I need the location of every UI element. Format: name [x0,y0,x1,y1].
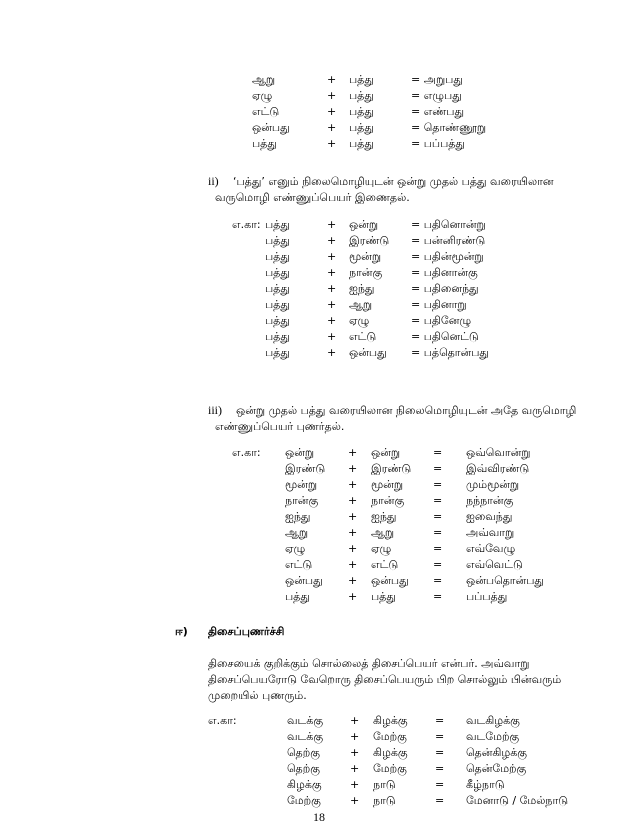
section-heading: திசைப்புணர்ச்சி [208,625,285,638]
table-cell: பத்து [265,282,290,295]
table-cell: = பதினைந்து [411,282,479,295]
table-cell: தெற்கு [287,746,320,759]
table-cell: பத்து [265,250,290,263]
table-cell: = பதினாறு [411,298,467,311]
table-cell: ஆறு [349,298,373,311]
table-cell: = பதினொன்று [411,218,486,231]
example-label: எ.கா: [232,218,261,231]
table-cell: + [350,762,360,775]
section-text-line: ஒன்று முதல் பத்து வரையிலான நிலைமொழியுடன் அதே வருமொழி [236,404,577,417]
table-cell: ஒன்று [285,446,315,459]
table-cell: + [348,542,358,555]
table-cell: கீழ்நாடு [466,778,505,791]
section-text-line: எண்ணுப்பெயர் புணர்தல். [215,420,345,433]
table-cell: ஒவ்வொன்று [466,446,531,459]
table-cell: + [327,250,337,263]
table-cell: = [433,526,443,539]
table-cell: + [327,314,337,327]
table-cell: இரண்டு [349,234,390,247]
table-cell: ஐந்து [285,510,311,523]
table-cell: பத்து [349,137,374,150]
section-marker: iii) [208,403,222,417]
table-cell: + [327,234,337,247]
table-cell: = [435,714,445,727]
table-cell: நான்கு [285,494,319,507]
table-cell: = [433,510,443,523]
table-cell: மேற்கு [373,762,407,775]
table-cell: = பப்பத்து [411,137,465,150]
table-cell: மேற்கு [373,730,407,743]
table-cell: + [348,590,358,603]
table-cell: ஐந்து [349,282,375,295]
table-cell: = [433,446,443,459]
table-cell: + [348,494,358,507]
table-cell: = [433,478,443,491]
table-cell: = [433,542,443,555]
table-cell: பத்து [252,137,277,150]
table-cell: கிழக்கு [287,778,322,791]
page-number: 18 [313,810,325,824]
table-cell: நாடு [373,794,396,807]
table-cell: + [327,218,337,231]
table-cell: தென்மேற்கு [466,762,527,775]
table-cell: + [348,526,358,539]
table-cell: + [327,137,337,150]
table-cell: பத்து [265,218,290,231]
table-cell: + [350,730,360,743]
table-cell: நான்கு [349,266,383,279]
table-cell: எட்டு [252,105,280,118]
table-cell: ஏழு [285,542,306,555]
table-cell: பத்து [265,330,290,343]
table-cell: பத்து [371,590,396,603]
table-cell: ஏழு [349,314,370,327]
table-cell: = [433,558,443,571]
table-cell: + [348,462,358,475]
table-cell: = [435,778,445,791]
table-cell: நான்கு [371,494,405,507]
table-cell: பப்பத்து [466,590,508,603]
table-cell: + [350,794,360,807]
table-cell: + [350,778,360,791]
table-cell: எவ்வெட்டு [466,558,523,571]
table-cell: + [327,298,337,311]
section-marker: ii) [208,174,219,188]
table-cell: ஆறு [371,526,395,539]
table-cell: கிழக்கு [373,714,408,727]
table-cell: பத்து [349,121,374,134]
table-cell: + [350,746,360,759]
table-cell: = பதினேழு [411,314,472,327]
table-cell: = [433,494,443,507]
table-cell: = [433,462,443,475]
table-cell: = பதின்மூன்று [411,250,484,263]
table-cell: + [327,121,337,134]
table-cell: + [327,282,337,295]
table-cell: ஒன்பது [371,574,409,587]
table-cell: பத்து [349,105,374,118]
table-cell: ஒன்று [349,218,379,231]
table-cell: ஏழு [371,542,392,555]
table-cell: பத்து [265,346,290,359]
table-cell: வடக்கு [287,730,324,743]
section-marker: ஈ) [175,625,188,638]
table-cell: ஆறு [252,73,276,86]
table-cell: = தொண்ணூறு [411,121,487,134]
table-cell: ஐவைந்து [466,510,513,523]
table-cell: மூன்று [349,250,382,263]
table-cell: + [348,574,358,587]
table-cell: + [327,330,337,343]
table-cell: இரண்டு [371,462,412,475]
table-cell: = பதினான்கு [411,266,478,279]
table-cell: = [435,794,445,807]
table-cell: எட்டு [285,558,313,571]
section-text-line: வருமொழி எண்ணுப்பெயர் இணைதல். [215,191,410,204]
table-cell: கிழக்கு [373,746,408,759]
table-cell: ஒன்பதொன்பது [466,574,544,587]
paragraph-line: திசைப்பெயரோடு வேறொரு திசைப்பெயரும் பிற சொல்லும் பின்வரும் [208,673,562,686]
table-cell: = பன்னிரண்டு [411,234,486,247]
table-cell: = பதினெட்டு [411,330,479,343]
table-cell: ஐந்து [371,510,397,523]
paragraph-line: திசையைக் குறிக்கும் சொல்லைத் திசைப்பெயர் என்பர். அவ்வாறு [208,657,530,670]
table-cell: = அறுபது [411,73,463,86]
table-cell: நாடு [373,778,396,791]
table-cell: பத்து [265,298,290,311]
table-cell: = எழுபது [411,89,462,102]
table-cell: இரண்டு [285,462,326,475]
paragraph-line: முறையில் புணரும். [208,689,307,702]
table-cell: பத்து [349,89,374,102]
table-cell: + [348,510,358,523]
table-cell: பத்து [265,234,290,247]
table-cell: ஒன்பது [285,574,323,587]
table-cell: ஒன்பது [349,346,387,359]
table-cell: எட்டு [349,330,377,343]
table-cell: = [435,746,445,759]
table-cell: பத்து [265,266,290,279]
table-cell: + [348,478,358,491]
table-cell: பத்து [285,590,310,603]
table-cell: நந்நான்கு [466,494,514,507]
table-cell: அவ்வாறு [466,526,515,539]
table-cell: + [327,266,337,279]
table-cell: மூன்று [285,478,318,491]
table-cell: + [327,105,337,118]
table-cell: வடமேற்கு [466,730,520,743]
table-cell: + [327,346,337,359]
table-cell: ஏழு [252,89,273,102]
table-cell: மேற்கு [287,794,321,807]
table-cell: + [327,89,337,102]
table-cell: = [435,730,445,743]
table-cell: ஒன்று [371,446,401,459]
table-cell: = [433,574,443,587]
table-cell: = பத்தொன்பது [411,346,489,359]
table-cell: பத்து [265,314,290,327]
table-cell: + [327,73,337,86]
table-cell: = எண்பது [411,105,465,118]
table-cell: ஒன்பது [252,121,290,134]
table-cell: + [350,714,360,727]
table-cell: வடகிழக்கு [466,714,520,727]
table-cell: பத்து [349,73,374,86]
table-cell: + [348,446,358,459]
example-label: எ.கா: [208,714,237,727]
table-cell: ஆறு [285,526,309,539]
table-cell: = [435,762,445,775]
table-cell: எட்டு [371,558,399,571]
table-cell: வடக்கு [287,714,324,727]
table-cell: இவ்விரண்டு [466,462,530,475]
table-cell: மூன்று [371,478,404,491]
table-cell: தெற்கு [287,762,320,775]
table-cell: தென்கிழக்கு [466,746,528,759]
table-cell: = [433,590,443,603]
example-label: எ.கா: [232,446,261,459]
table-cell: எவ்வேழு [466,542,516,555]
table-cell: + [348,558,358,571]
table-cell: மும்மூன்று [466,478,520,491]
section-text-line: ‘பத்து’ எனும் நிலைமொழியுடன் ஒன்று முதல் பத்து வரையிலான [233,175,554,188]
table-cell: மேனாடு / மேல்நாடு [466,794,569,807]
